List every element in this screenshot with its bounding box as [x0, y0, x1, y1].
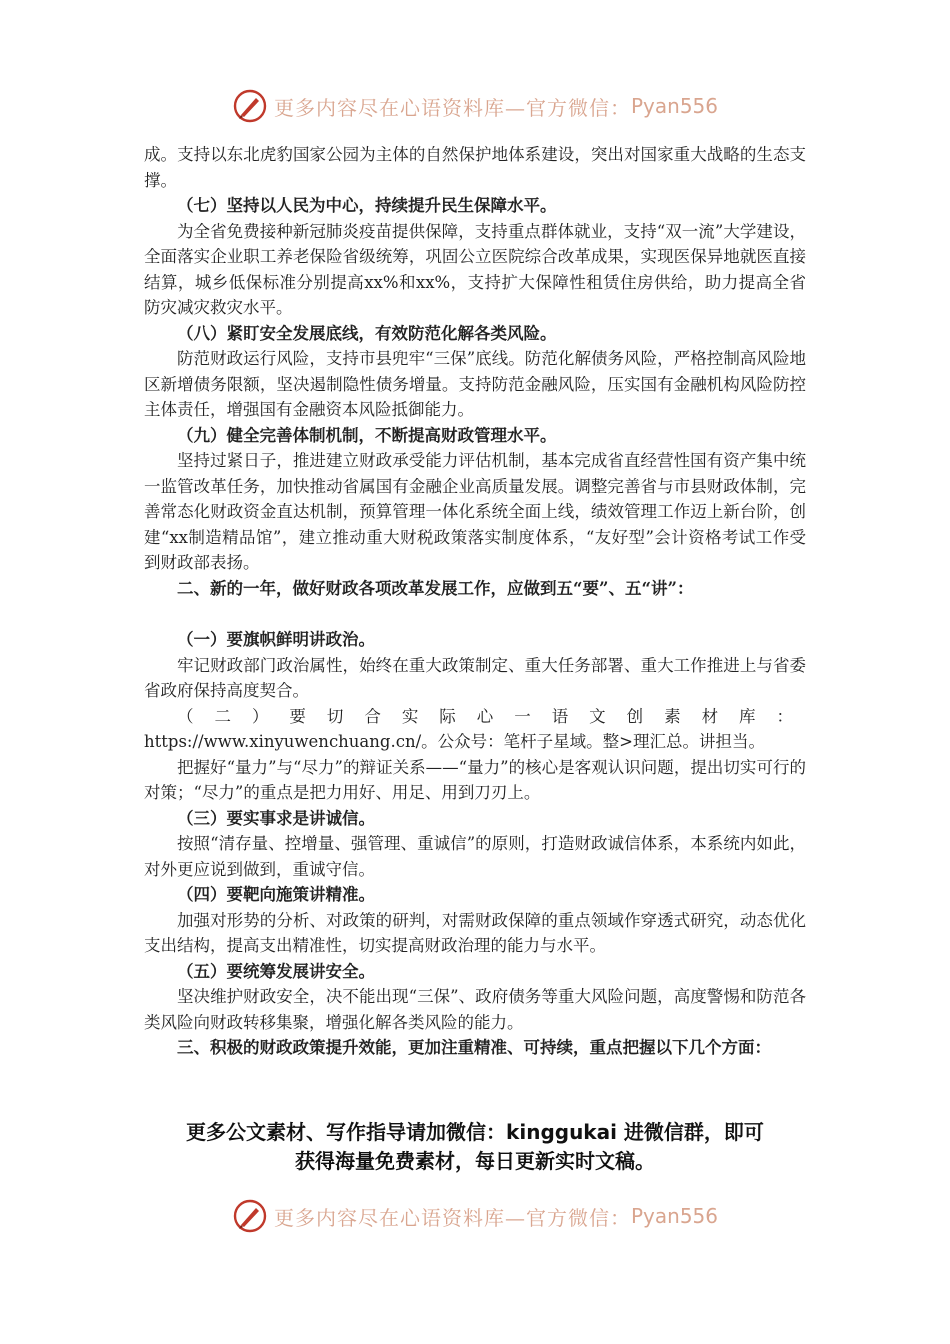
promo-notice [120, 1118, 830, 1176]
heading-sub-4: （四）要靶向施策讲精准。 [177, 885, 375, 904]
paragraph-item-9: 坚持过紧日子，推进建立财政承受能力评估机制，基本完成省直经营性国有资产集中统一监管改革任务，加快推动省属国有金融企业高质量发展。调整完善省与市县财政体制，完善常态化财政资金直达机制，预算管理一体化系统全面上线，绩效管理工作迈上新台阶，创建“xx制造精品馆”，建立推动重大财税政策落实制度体系，“友好型”会计资格考试工作受到财政部表扬。 [144, 451, 806, 572]
pen-logo-icon [232, 88, 268, 124]
paragraph-sub-4: 加强对形势的分析、对政策的研判，对需财政保障的重点领域作穿透式研究，动态优化支出结构，提高支出精准性，切实提高财政治理的能力与水平。 [144, 910, 806, 955]
paragraph-continuation: 成。支持以东北虎豹国家公园为主体的自然保护地体系建设，突出对国家重大战略的生态支撑。 [144, 145, 806, 190]
paragraph-sub-3: 按照“清存量、控增量、强管理、重诚信”的原则，打造财政诚信体系，本系统内如此，对外更应说到做到，重诚守信。 [144, 834, 806, 879]
heading-sub-2 [144, 704, 806, 755]
paragraph-item-7: 为全省免费接种新冠肺炎疫苗提供保障，支持重点群体就业，支持“双一流”大学建设，全面落实企业职工养老保险省级统筹，巩固公立医院综合改革成果，实现医保异地就医直接结算，城乡低保标准分别提高xx%和xx%，支持扩大保障性租赁住房供给，助力提高全省防灾减灾救灾水平。 [144, 221, 806, 317]
section-heading-3: 三、积极的财政政策提升效能，更加注重精准、可持续，重点把握以下几个方面： [177, 1038, 771, 1057]
banner-wechat-id: Pyan556 [630, 1204, 718, 1228]
paragraph-sub-2: 把握好“量力”与“尽力”的辩证关系——“量力”的核心是客观认识问题，提出切实可行的对策；“尽力”的重点是把力用好、用足、用到刀刃上。 [144, 757, 806, 802]
promo-line-2: 获得海量免费素材，每日更新实时文稿。 [295, 1149, 655, 1173]
heading-sub-2-spaced: （二）要切合实际心一语文创素材库： [177, 706, 806, 726]
heading-sub-5: （五）要统筹发展讲安全。 [177, 961, 375, 981]
header-watermark-banner [0, 86, 950, 126]
paragraph-sub-1: 牢记财政部门政治属性，始终在重大政策制定、重大任务部署、重大工作推进上与省委省政府保持高度契合。 [144, 655, 806, 700]
paragraph-item-8: 防范财政运行风险，支持市县兜牢“三保”底线。防范化解债务风险，严格控制高风险地区新增债务限额，坚决遏制隐性债务增量。支持防范金融风险，压实国有金融机构风险防控主体责任，增强国有金融资本风险抵御能力。 [144, 349, 806, 419]
heading-sub-2-url: https:// [144, 732, 204, 751]
heading-item-8: （八）紧盯安全发展底线，有效防范化解各类风险。 [177, 323, 557, 343]
heading-sub-1: （一）要旗帜鲜明讲政治。 [177, 630, 375, 649]
heading-sub-3: （三）要实事求是讲诚信。 [177, 808, 375, 828]
banner-text: 更多内容尽在心语资料库—官方微信： [273, 1205, 631, 1230]
heading-item-9: （九）健全完善体制机制，不断提高财政管理水平。 [177, 425, 557, 445]
heading-item-7: （七）坚持以人民为中心，持续提升民生保障水平。 [177, 196, 557, 215]
banner-wechat-id: Pyan556 [630, 94, 718, 118]
pen-logo-icon [232, 1198, 268, 1234]
blank-line [144, 601, 806, 627]
document-body [144, 142, 806, 1061]
promo-line-1: 更多公文素材、写作指导请加微信：kinggukai 进微信群，即可 [186, 1120, 764, 1144]
footer-watermark-banner [0, 1196, 950, 1236]
paragraph-sub-5: 坚决维护财政安全，决不能出现“三保”、政府债务等重大风险问题，高度警惕和防范各类风险向财政转移集聚，增强化解各类风险的能力。 [144, 987, 806, 1032]
heading-sub-2-rest: www.xinyuwenchuang.cn/。公众号：笔杆子星域。整>理汇总。讲担当。 [203, 732, 765, 751]
banner-text: 更多内容尽在心语资料库—官方微信： [273, 95, 631, 120]
section-heading-2: 二、新的一年，做好财政各项改革发展工作，应做到五“要”、五“讲”： [177, 578, 694, 598]
